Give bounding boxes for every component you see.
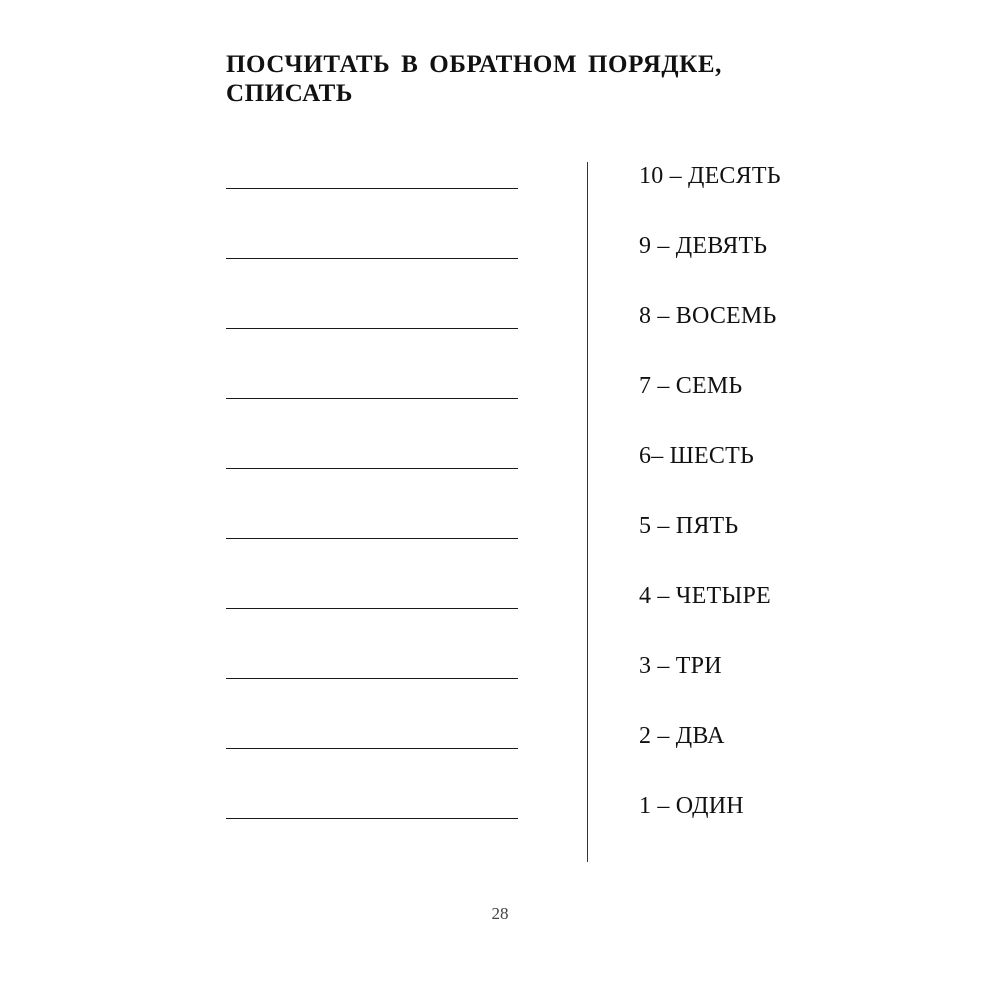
number-word-item: 10 – ДЕСЯТЬ: [639, 163, 781, 189]
answer-line[interactable]: [226, 398, 518, 399]
answer-line[interactable]: [226, 608, 518, 609]
number-word-item: 9 – ДЕВЯТЬ: [639, 233, 768, 259]
number-word-item: 4 – ЧЕТЫРЕ: [639, 583, 771, 609]
answer-line[interactable]: [226, 818, 518, 819]
column-divider: [587, 162, 588, 862]
answer-line[interactable]: [226, 678, 518, 679]
number-word-item: 7 – СЕМЬ: [639, 373, 743, 399]
answer-line[interactable]: [226, 328, 518, 329]
answer-line[interactable]: [226, 188, 518, 189]
answer-line[interactable]: [226, 538, 518, 539]
answer-line[interactable]: [226, 748, 518, 749]
number-word-item: 5 – ПЯТЬ: [639, 513, 739, 539]
answer-lines: [226, 0, 518, 1000]
number-word-item: 8 – ВОСЕМЬ: [639, 303, 777, 329]
title-line-1: ПОСЧИТАТЬ В ОБРАТНОМ ПОРЯДКЕ,: [226, 51, 723, 78]
answer-line[interactable]: [226, 468, 518, 469]
number-word-item: 2 – ДВА: [639, 723, 725, 749]
number-word-list: [639, 0, 979, 1000]
page-number: 28: [491, 904, 509, 923]
number-word-item: 6– ШЕСТЬ: [639, 443, 754, 469]
title-line-2: СПИСАТЬ: [226, 80, 354, 107]
answer-line[interactable]: [226, 258, 518, 259]
number-word-item: 3 – ТРИ: [639, 653, 722, 679]
number-word-item: 1 – ОДИН: [639, 793, 744, 819]
